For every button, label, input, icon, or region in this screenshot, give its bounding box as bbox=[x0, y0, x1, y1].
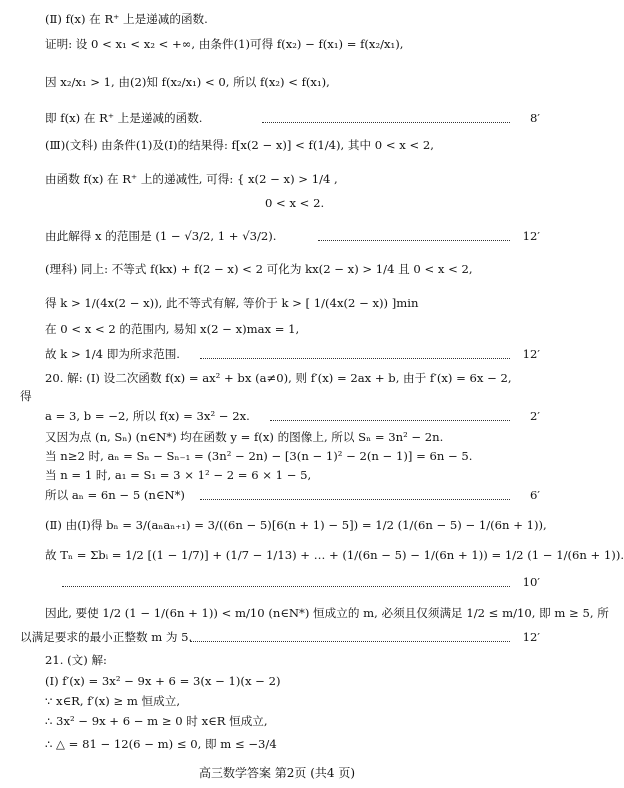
text-line: 因 x₂/x₁ > 1, 由(2)知 f(x₂/x₁) < 0, 所以 f(x₂) < f(x₁), bbox=[45, 75, 330, 89]
text-line: ∴ △ = 81 − 12(6 − m) ≤ 0, 即 m ≤ −3/4 bbox=[45, 737, 277, 751]
page-footer: 高三数学答案 第2页 (共4 页) bbox=[198, 766, 356, 780]
text-line: 当 n = 1 时, a₁ = S₁ = 3 × 1² − 2 = 6 × 1 − 5, bbox=[45, 468, 312, 482]
text-line: 由此解得 x 的范围是 (1 − √3/2, 1 + √3/2). bbox=[45, 229, 277, 243]
text-line: ∴ 3x² − 9x + 6 − m ≥ 0 时 x∈R 恒成立, bbox=[45, 714, 268, 728]
text-line: a = 3, b = −2, 所以 f(x) = 3x² − 2x. bbox=[45, 409, 250, 423]
text-line: 21. (文) 解: bbox=[45, 653, 107, 667]
score-mark: 6′ bbox=[529, 488, 540, 502]
text-line: 在 0 < x < 2 的范围内, 易知 x(2 − x)max = 1, bbox=[45, 322, 300, 336]
score-mark: 12′ bbox=[522, 630, 540, 644]
dotted-leader bbox=[200, 499, 510, 500]
text-line: (Ⅱ) 由(Ⅰ)得 bₙ = 3/(aₙaₙ₊₁) = 3/((6n − 5)[6(n + 1) − 5]) = 1/2 (1/(6n − 5) − 1/(6n + 1)), bbox=[45, 518, 547, 532]
text-line: 当 n≥2 时, aₙ = Sₙ − Sₙ₋₁ = (3n² − 2n) − [3(n − 1)² − 2(n − 1)] = 6n − 5. bbox=[45, 449, 473, 463]
text-line: 得 bbox=[20, 389, 32, 403]
text-line: 得 k > 1/(4x(2 − x)), 此不等式有解, 等价于 k > [ 1/(4x(2 − x)) ]min bbox=[45, 296, 419, 310]
dotted-leader bbox=[318, 240, 510, 241]
text-line: (Ⅰ) f′(x) = 3x² − 9x + 6 = 3(x − 1)(x − 2) bbox=[45, 674, 281, 688]
dotted-leader bbox=[200, 358, 510, 359]
text-line: 又因为点 (n, Sₙ) (n∈N*) 均在函数 y = f(x) 的图像上, 所以 Sₙ = 3n² − 2n. bbox=[45, 430, 444, 444]
score-mark: 8′ bbox=[529, 111, 540, 125]
text-line: 因此, 要使 1/2 (1 − 1/(6n + 1)) < m/10 (n∈N*) 恒成立的 m, 必须且仅须满足 1/2 ≤ m/10, 即 m ≥ 5, 所 bbox=[45, 606, 609, 620]
text-line: 证明: 设 0 < x₁ < x₂ < +∞, 由条件(1)可得 f(x₂) − f(x₁) = f(x₂/x₁), bbox=[45, 37, 404, 51]
dotted-leader bbox=[262, 122, 510, 123]
text-line: 故 k > 1/4 即为所求范围. bbox=[45, 347, 180, 361]
dotted-leader bbox=[190, 641, 510, 642]
text-line: ∵ x∈R, f′(x) ≥ m 恒成立, bbox=[45, 694, 181, 708]
score-mark: 12′ bbox=[522, 229, 540, 243]
text-line: (Ⅱ) f(x) 在 R⁺ 上是递减的函数. bbox=[45, 12, 208, 26]
text-line: 20. 解: (Ⅰ) 设二次函数 f(x) = ax² + bx (a≠0), 则 f′(x) = 2ax + b, 由于 f′(x) = 6x − 2, bbox=[45, 371, 512, 385]
dotted-leader bbox=[270, 420, 510, 421]
score-mark: 12′ bbox=[522, 347, 540, 361]
text-line: (理科) 同上: 不等式 f(kx) + f(2 − x) < 2 可化为 kx(2 − x) > 1/4 且 0 < x < 2, bbox=[45, 262, 473, 276]
text-line: 由函数 f(x) 在 R⁺ 上的递减性, 可得: { x(2 − x) > 1/4 , bbox=[45, 172, 338, 186]
text-line: 即 f(x) 在 R⁺ 上是递减的函数. bbox=[45, 111, 203, 125]
text-line: 0 < x < 2. bbox=[265, 196, 325, 210]
text-line: (Ⅲ)(文科) 由条件(1)及(Ⅰ)的结果得: f[x(2 − x)] < f(1/4), 其中 0 < x < 2, bbox=[45, 138, 434, 152]
score-mark: 10′ bbox=[522, 575, 540, 589]
text-line: 所以 aₙ = 6n − 5 (n∈N*) bbox=[45, 488, 185, 502]
dotted-leader bbox=[62, 586, 510, 587]
text-line: 故 Tₙ = Σbᵢ = 1/2 [(1 − 1/7)] + (1/7 − 1/13) + … + (1/(6n − 5) − 1/(6n + 1)) = 1/2 (1 − 1/(6n + 1)). bbox=[45, 548, 624, 562]
text-line: 以满足要求的最小正整数 m 为 5. bbox=[20, 630, 193, 644]
score-mark: 2′ bbox=[529, 409, 540, 423]
